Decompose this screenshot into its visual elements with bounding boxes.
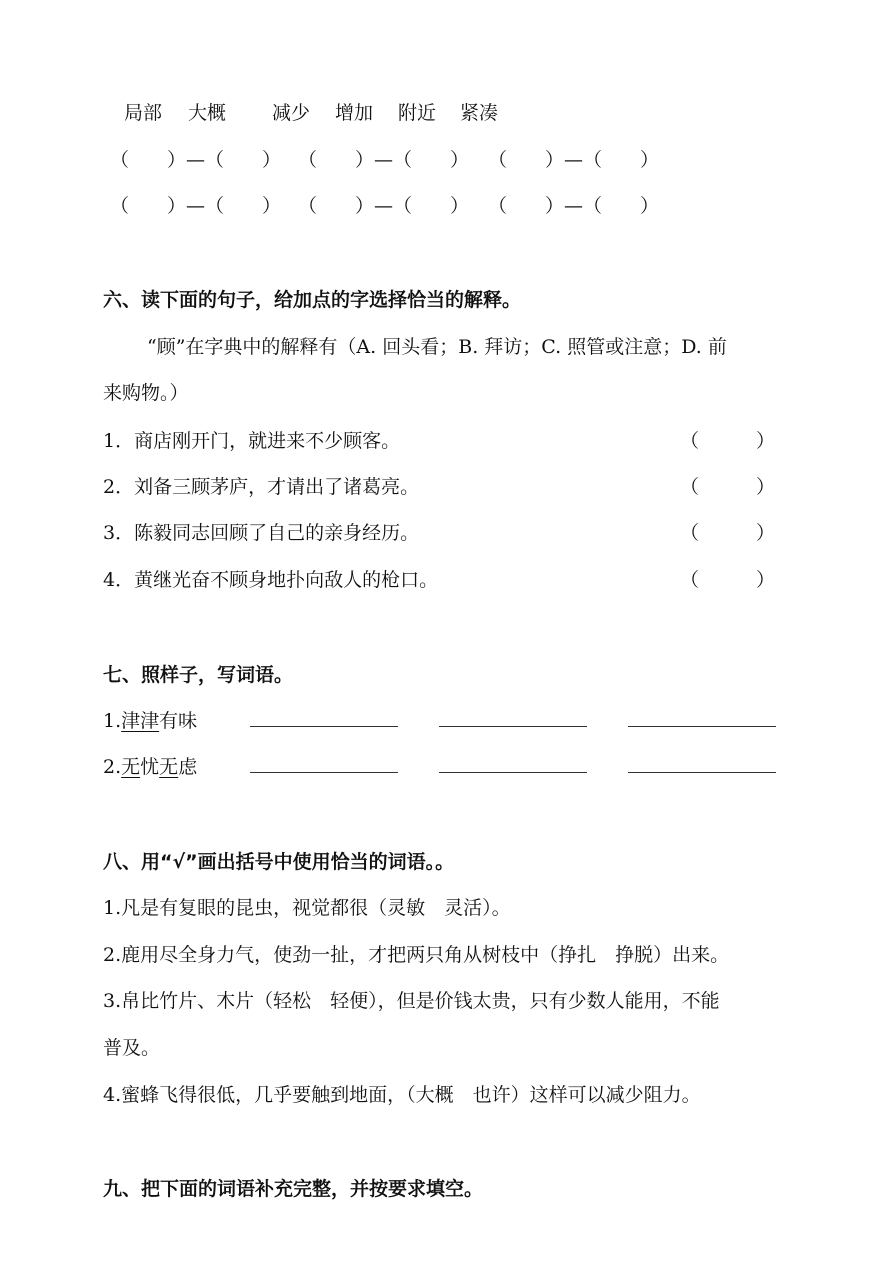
section-8-item: 3.帛比竹片、木片（轻松 轻便），但是价钱太贵，只有少数人能用，不能 <box>103 990 720 1012</box>
word-item: 附近 <box>398 102 437 124</box>
write-blank[interactable] <box>628 726 776 727</box>
answer-paren[interactable]: （ ） <box>680 476 776 498</box>
example-word-1 <box>103 706 197 733</box>
section-8-item: 4.蜜蜂飞得很低，几乎要触到地面，（大概 也许）这样可以减少阻力。 <box>103 1084 701 1106</box>
example-mid: 忧 <box>140 756 160 778</box>
answer-pair-blank[interactable]: （ ）—（ ） <box>298 149 470 171</box>
write-blank[interactable] <box>250 726 398 727</box>
example-num: 2. <box>103 756 122 778</box>
word-item: 紧凑 <box>460 102 499 124</box>
answer-paren[interactable]: （ ） <box>680 430 776 452</box>
section-6-item: 4．黄继光奋不顾身地扑向敌人的枪口。 <box>103 569 439 591</box>
underlined-chars: 无 <box>121 756 141 778</box>
example-num: 1. <box>103 710 122 732</box>
section-6-item: 1．商店刚开门，就进来不少顾客。 <box>103 430 401 452</box>
answer-paren[interactable]: （ ） <box>680 569 776 591</box>
section-8-title: 八、用“√”画出括号中使用恰当的词语。。 <box>103 851 455 873</box>
answer-pair-blank[interactable]: （ ）—（ ） <box>298 195 470 217</box>
example-rest: 虑 <box>178 756 198 778</box>
word-item: 局部 <box>124 102 163 124</box>
section-6-item: 3．陈毅同志回顾了自己的亲身经历。 <box>103 522 420 544</box>
answer-paren[interactable]: （ ） <box>680 522 776 544</box>
answer-pair-blank[interactable]: （ ）—（ ） <box>488 149 660 171</box>
section-6-title: 六、读下面的句子，给加点的字选择恰当的解释。 <box>103 289 522 311</box>
section-7-title: 七、照样子，写词语。 <box>103 664 294 686</box>
write-blank[interactable] <box>628 772 776 773</box>
section-6-intro-line1: “顾”在字典中的解释有（A. 回头看；B. 拜访；C. 照管或注意；D. 前 <box>147 336 727 358</box>
word-item: 大概 <box>188 102 227 124</box>
section-8-item: 1.凡是有复眼的昆虫，视觉都很（灵敏 灵活）。 <box>103 897 511 919</box>
example-word-2 <box>103 752 197 779</box>
section-8-item-cont: 普及。 <box>103 1037 161 1059</box>
write-blank[interactable] <box>439 772 587 773</box>
write-blank[interactable] <box>250 772 398 773</box>
section-9-title: 九、把下面的词语补充完整，并按要求填空。 <box>103 1178 484 1200</box>
answer-pair-blank[interactable]: （ ）—（ ） <box>488 195 660 217</box>
answer-pair-blank[interactable]: （ ）—（ ） <box>110 195 282 217</box>
underlined-chars: 津津 <box>121 710 160 732</box>
example-rest: 有味 <box>159 710 198 732</box>
section-8-item: 2.鹿用尽全身力气，使劲一扯，才把两只角从树枝中（挣扎 挣脱）出来。 <box>103 944 730 966</box>
underlined-chars: 无 <box>159 756 179 778</box>
write-blank[interactable] <box>439 726 587 727</box>
section-6-intro-line2: 来购物。） <box>103 382 189 404</box>
word-item: 减少 <box>272 102 311 124</box>
answer-pair-blank[interactable]: （ ）—（ ） <box>110 149 282 171</box>
section-6-item: 2．刘备三顾茅庐，才请出了诸葛亮。 <box>103 476 420 498</box>
word-item: 增加 <box>335 102 374 124</box>
